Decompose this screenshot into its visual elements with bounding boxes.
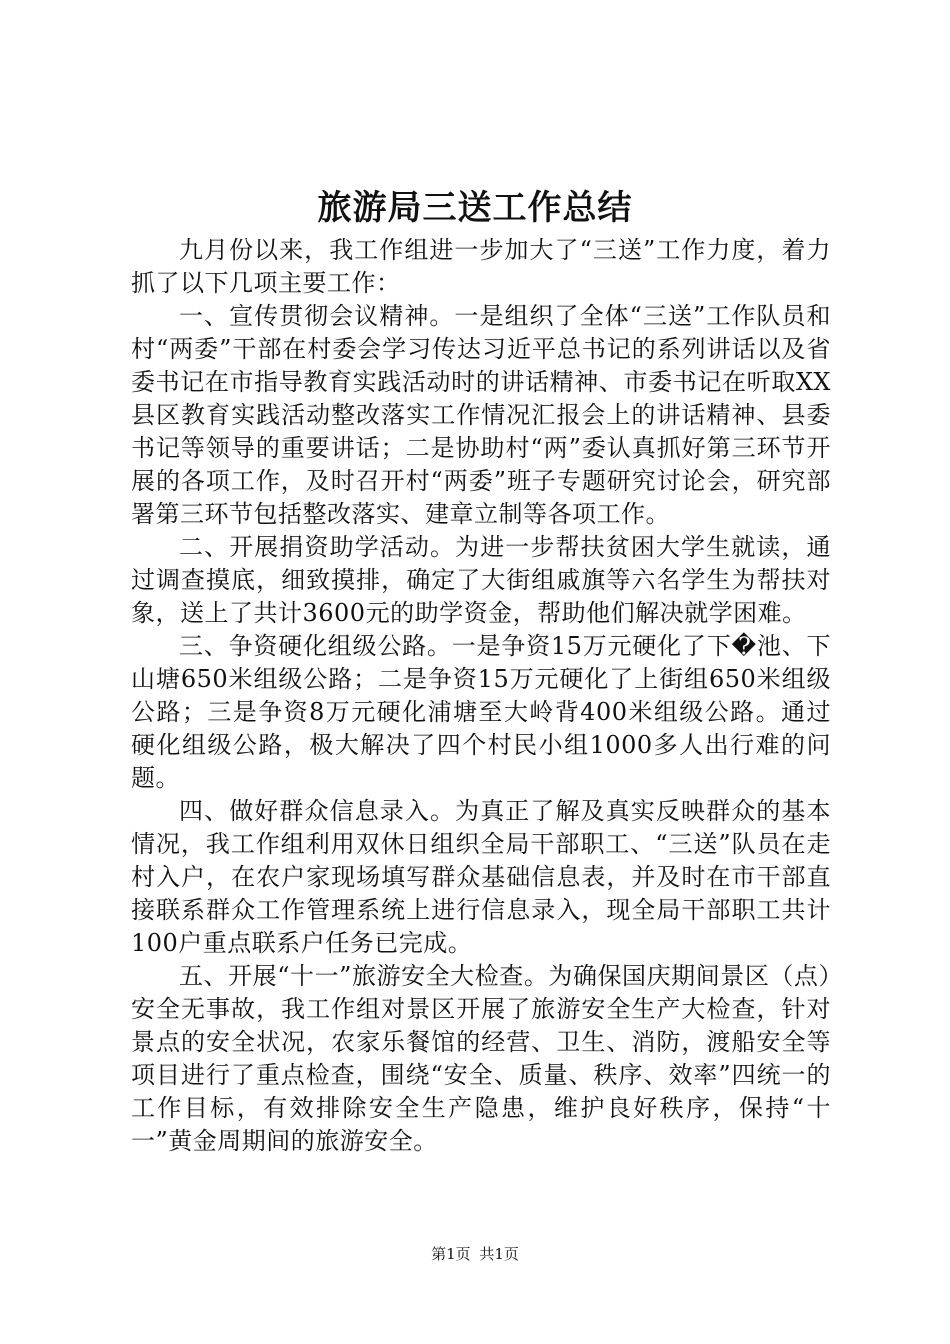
- paragraph-section-2: 二、开展捐资助学活动。为进一步帮扶贫困大学生就读，通过调查摸底，细致摸排，确定了大街组戚旗等六名学生为帮扶对象，送上了共计3600元的助学资金，帮助他们解决就学困难。: [131, 533, 831, 627]
- document-title: 旅游局三送工作总结: [317, 188, 633, 228]
- document-body: [131, 234, 831, 1158]
- paragraph-section-5: 五、开展“十一”旅游安全大检查。为确保国庆期间景区（点）安全无事故，我工作组对景区开展了旅游安全生产大检查，针对景点的安全状况，农家乐餐馆的经营、卫生、消防，渡船安全等项目进行了重点检查，围绕“安全、质量、秩序、效率”四统一的工作目标，有效排除安全生产隐患，维护良好秩序，保持“十一”黄金周期间的旅游安全。: [131, 962, 831, 1155]
- paragraph-section-1: 一、宣传贯彻会议精神。一是组织了全体“三送”工作队员和村“两委”干部在村委会学习传达习近平总书记的系列讲话以及省委书记在市指导教育实践活动时的讲话精神、市委书记在听取XX县区教育实践活动整改落实工作情况汇报会上的讲话精神、县委书记等领导的重要讲话；二是协助村“两”委认真抓好第三环节开展的各项工作，及时召开村“两委”班子专题研究讨论会，研究部署第三环节包括整改落实、建章立制等各项工作。: [131, 302, 831, 528]
- page-total: 共1页: [479, 1245, 519, 1263]
- paragraph-section-3: 三、争资硬化组级公路。一是争资15万元硬化了下�池、下山塘650米组级公路；二是争资15万元硬化了上街组650米组级公路；三是争资8万元硬化浦塘至大岭背400米组级公路。通过硬化组级公路，极大解决了四个村民小组1000多人出行难的问题。: [131, 632, 831, 792]
- paragraph-intro: 九月份以来，我工作组进一步加大了“三送”工作力度，着力抓了以下几项主要工作：: [131, 236, 831, 297]
- paragraph-section-4: 四、做好群众信息录入。为真正了解及真实反映群众的基本情况，我工作组利用双休日组织全局干部职工、“三送”队员在走村入户，在农户家现场填写群众基础信息表，并及时在市干部直接联系群众工作管理系统上进行信息录入，现全局干部职工共计100户重点联系户任务已完成。: [131, 797, 831, 957]
- page-number: 第1页: [431, 1245, 471, 1263]
- page-footer: [0, 1244, 950, 1264]
